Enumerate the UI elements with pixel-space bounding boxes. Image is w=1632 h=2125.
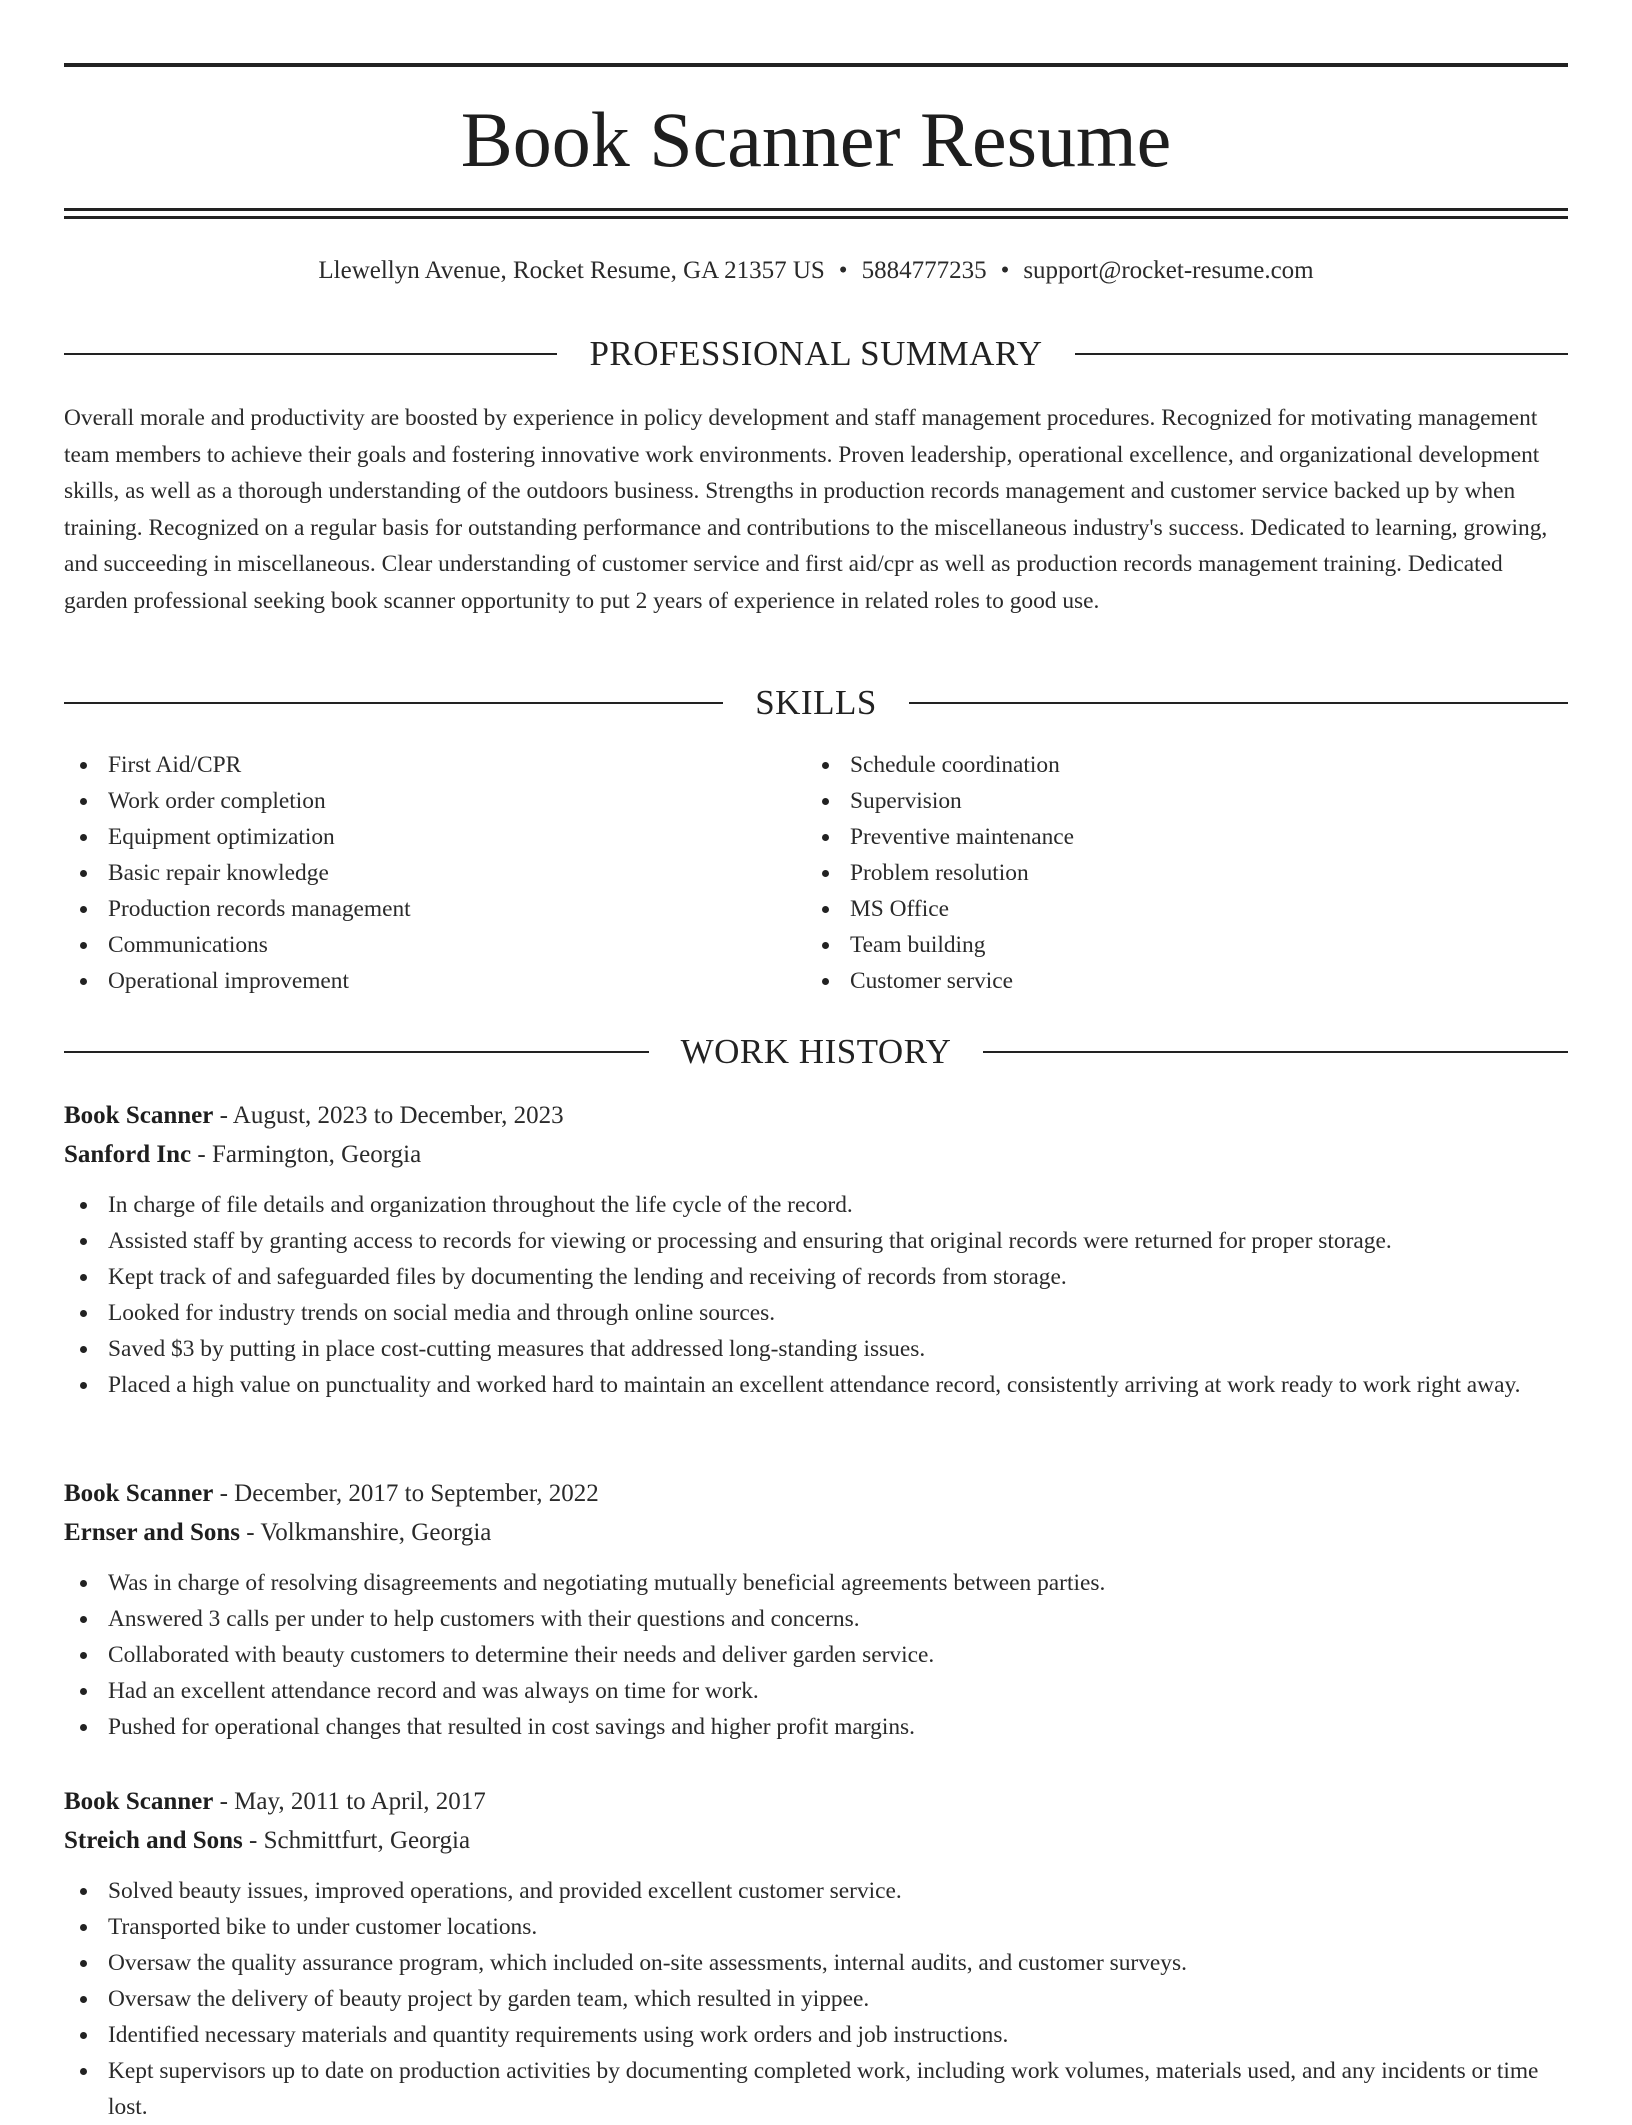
job-duties [64,1565,1568,1745]
page-title: Book Scanner Resume [460,96,1172,183]
duty-item: Collaborated with beauty customers to determine their needs and deliver garden service. [64,1637,1568,1673]
contact-phone: 5884777235 [861,257,987,284]
duty-item: Solved beauty issues, improved operations, and provided excellent customer service. [64,1873,1568,1909]
job-dates: - May, 2011 to April, 2017 [213,1788,486,1815]
header-bottom-rule [64,208,1568,211]
job-duties [64,1873,1568,2125]
duty-item: Placed a high value on punctuality and worked hard to maintain an excellent attendance record, consistently arriving at work ready to work right away. [64,1367,1568,1403]
duty-item: Oversaw the delivery of beauty project by garden team, which resulted in yippee. [64,1981,1568,2017]
skill-item: Customer service [806,963,1548,999]
job-dates: - August, 2023 to December, 2023 [213,1102,564,1129]
job-duties [64,1187,1568,1403]
skill-item: MS Office [806,891,1548,927]
duty-item: Had an excellent attendance record and was always on time for work. [64,1673,1568,1709]
section-heading-summary [64,332,1568,376]
duty-item: Oversaw the quality assurance program, which included on-site assessments, internal audits, and customer surveys. [64,1945,1568,1981]
contact-separator: • [1000,257,1010,284]
skill-item: Communications [64,927,806,963]
heading-rule-left [64,702,723,704]
contact-separator: • [838,257,848,284]
job-company-line [64,1821,1568,1860]
skill-item: Work order completion [64,783,806,819]
duty-item: Was in charge of resolving disagreements and negotiating mutually beneficial agreements between parties. [64,1565,1568,1601]
duty-item: Identified necessary materials and quantity requirements using work orders and job instructions. [64,2017,1568,2053]
section-title: SKILLS [755,683,877,722]
contact-address: Llewellyn Avenue, Rocket Resume, GA 21357 US [318,257,825,284]
section-heading-work-history [64,1030,1568,1074]
duty-item: Kept track of and safeguarded files by documenting the lending and receiving of records from storage. [64,1259,1568,1295]
duty-item: Assisted staff by granting access to records for viewing or processing and ensuring that original records were returned for proper storage. [64,1223,1568,1259]
job-title: Book Scanner [64,1102,214,1129]
section-title: PROFESSIONAL SUMMARY [589,334,1043,373]
job-dates: - December, 2017 to September, 2022 [213,1480,599,1507]
job-entry [64,1782,1568,2125]
header-top-rule [64,63,1568,67]
heading-rule-left [64,353,557,355]
job-location: - Volkmanshire, Georgia [240,1519,492,1546]
duty-item: In charge of file details and organization throughout the life cycle of the record. [64,1187,1568,1223]
section-heading-skills [64,681,1568,725]
skill-item: Equipment optimization [64,819,806,855]
duty-item: Transported bike to under customer locations. [64,1909,1568,1945]
job-entry [64,1474,1568,1745]
job-entry [64,1096,1568,1403]
job-company: Streich and Sons [64,1827,243,1854]
header-bottom-rule-second [64,216,1568,219]
heading-rule-left [64,1051,649,1053]
job-company-line [64,1513,1568,1552]
skill-item: Schedule coordination [806,747,1548,783]
skills-list [64,747,1568,999]
skill-item: Basic repair knowledge [64,855,806,891]
duty-item: Pushed for operational changes that resulted in cost savings and higher profit margins. [64,1709,1568,1745]
skill-item: First Aid/CPR [64,747,806,783]
duty-item: Looked for industry trends on social media and through online sources. [64,1295,1568,1331]
job-location: - Schmittfurt, Georgia [242,1827,471,1854]
job-title: Book Scanner [64,1788,214,1815]
job-title: Book Scanner [64,1480,214,1507]
section-title: WORK HISTORY [680,1032,952,1071]
job-location: - Farmington, Georgia [191,1141,422,1168]
contact-line [64,253,1568,289]
duty-item: Answered 3 calls per under to help customers with their questions and concerns. [64,1601,1568,1637]
skills-column-left [64,747,806,999]
skill-item: Operational improvement [64,963,806,999]
heading-rule-right [909,702,1568,704]
skills-column-right [806,747,1548,999]
heading-rule-right [1075,353,1568,355]
heading-rule-right [983,1051,1568,1053]
duty-item: Saved $3 by putting in place cost-cutting measures that addressed long-standing issues. [64,1331,1568,1367]
job-company-line [64,1135,1568,1174]
skill-item: Supervision [806,783,1548,819]
job-title-line [64,1782,1568,1821]
skill-item: Team building [806,927,1548,963]
skill-item: Preventive maintenance [806,819,1548,855]
contact-email: support@rocket-resume.com [1023,257,1314,284]
job-company: Ernser and Sons [64,1519,240,1546]
duty-item: Kept supervisors up to date on production activities by documenting completed work, including work volumes, materials used, and any incidents or time lost. [64,2053,1568,2125]
job-title-line [64,1096,1568,1135]
skill-item: Production records management [64,891,806,927]
job-title-line [64,1474,1568,1513]
job-company: Sanford Inc [64,1141,192,1168]
summary-text: Overall morale and productivity are boosted by experience in policy development and staff management procedures. Recognized for motivating management team members to achieve their goals and fostering innovative work environments. Proven leadership, operational excellence, and organizational development skills, as well as a thorough understanding of the outdoors business. Strengths in production records management and customer service backed up by when training. Recognized on a regular basis for outstanding performance and contributions to the miscellaneous industry's success. Dedicated to learning, growing, and succeeding in miscellaneous. Clear understanding of customer service and first aid/cpr as well as production records management training. Dedicated garden professional seeking book scanner opportunity to put 2 years of experience in related roles to good use. [64,405,1548,614]
skill-item: Problem resolution [806,855,1548,891]
